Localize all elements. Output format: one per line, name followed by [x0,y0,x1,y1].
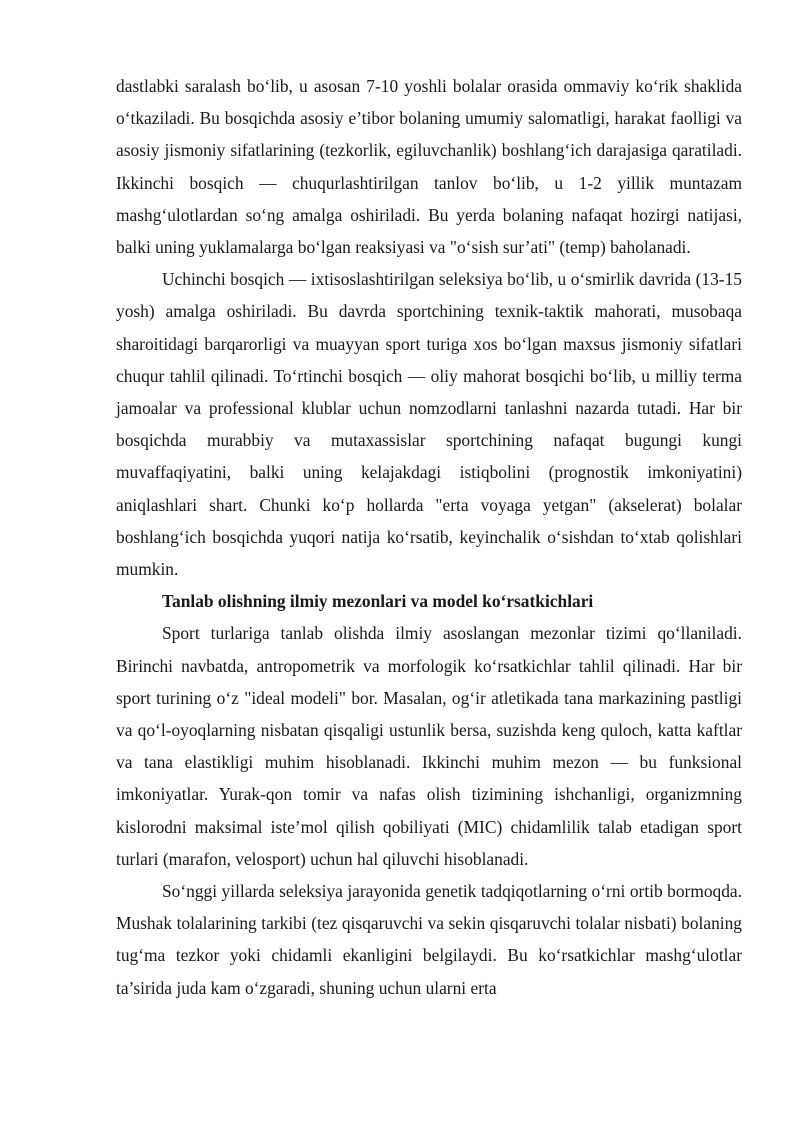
paragraph-genetics: So‘nggi yillarda seleksiya jarayonida genetik tadqiqotlarning o‘rni ortib bormoqda. Mushak tolalarining tarkibi (tez qisqaruvchi va sekin qisqaruvchi tolalar nisbati) bolaning tug‘ma tezkor yoki chidamli ekanligini belgilaydi. Bu ko‘rsatkichlar mashg‘ulotlar ta’sirida juda kam o‘zgaradi, shuning uchun ularni erta [116,881,742,998]
section-heading: Tanlab olishning ilmiy mezonlari va model ko‘rsatkichlari [162,591,594,612]
document-page [116,70,742,1004]
paragraph-continuation: dastlabki saralash bo‘lib, u asosan 7-10 yoshli bolalar orasida ommaviy ko‘rik shaklida o‘tkaziladi. Bu bosqichda asosiy e’tibor bolaning umumiy salomatligi, harakat faolligi va asosiy jismoniy sifatlarining (tezkorlik, egiluvchanlik) boshlang‘ich darajasiga qaratiladi. Ikkinchi bosqich — chuqurlashtirilgan tanlov bo‘lib, u 1-2 yillik muntazam mashg‘ulotlardan so‘ng amalga oshiriladi. Bu yerda bolaning nafaqat hozirgi natijasi, balki uning yuklamalarga bo‘lgan reaksiyasi va "o‘sish sur’ati" (temp) baholanadi. [116,76,742,258]
paragraph-criteria: Sport turlariga tanlab olishda ilmiy asoslangan mezonlar tizimi qo‘llaniladi. Birinchi navbatda, antropometrik va morfologik ko‘rsatkichlar tahlil qilinadi. Har bir sport turining o‘z "ideal modeli" bor. Masalan, og‘ir atletikada tana markazining pastligi va qo‘l-oyoqlarning nisbatan qisqaligi ustunlik bersa, suzishda keng quloch, katta kaftlar va tana elastikligi muhim hisoblanadi. Ikkinchi muhim mezon — bu funksional imkoniyatlar. Yurak-qon tomir va nafas olish tizimining ishchanligi, organizmning kislorodni maksimal iste’mol qilish qobiliyati (MIC) chidamlilik talab etadigan sport turlari (marafon, velosport) uchun hal qiluvchi hisoblanadi. [116,623,742,869]
paragraph-third-stage: Uchinchi bosqich — ixtisoslashtirilgan seleksiya bo‘lib, u o‘smirlik davrida (13-15 yosh) amalga oshiriladi. Bu davrda sportchining texnik-taktik mahorati, musobaqa sharoitidagi barqarorligi va muayyan sport turiga xos bo‘lgan maxsus jismoniy sifatlari chuqur tahlil qilinadi. To‘rtinchi bosqich — oliy mahorat bosqichi bo‘lib, u milliy terma jamoalar va professional klublar uchun nomzodlarni tanlashni nazarda tutadi. Har bir bosqichda murabbiy va mutaxassislar sportchining nafaqat bugungi kungi muvaffaqiyatini, balki uning kelajakdagi istiqbolini (prognostik imkoniyatini) aniqlashlari shart. Chunki ko‘p hollarda "erta voyaga yetgan" (akselerat) bolalar boshlang‘ich bosqichda yuqori natija ko‘rsatib, keyinchalik o‘sishdan to‘xtab qolishlari mumkin. [116,269,742,580]
